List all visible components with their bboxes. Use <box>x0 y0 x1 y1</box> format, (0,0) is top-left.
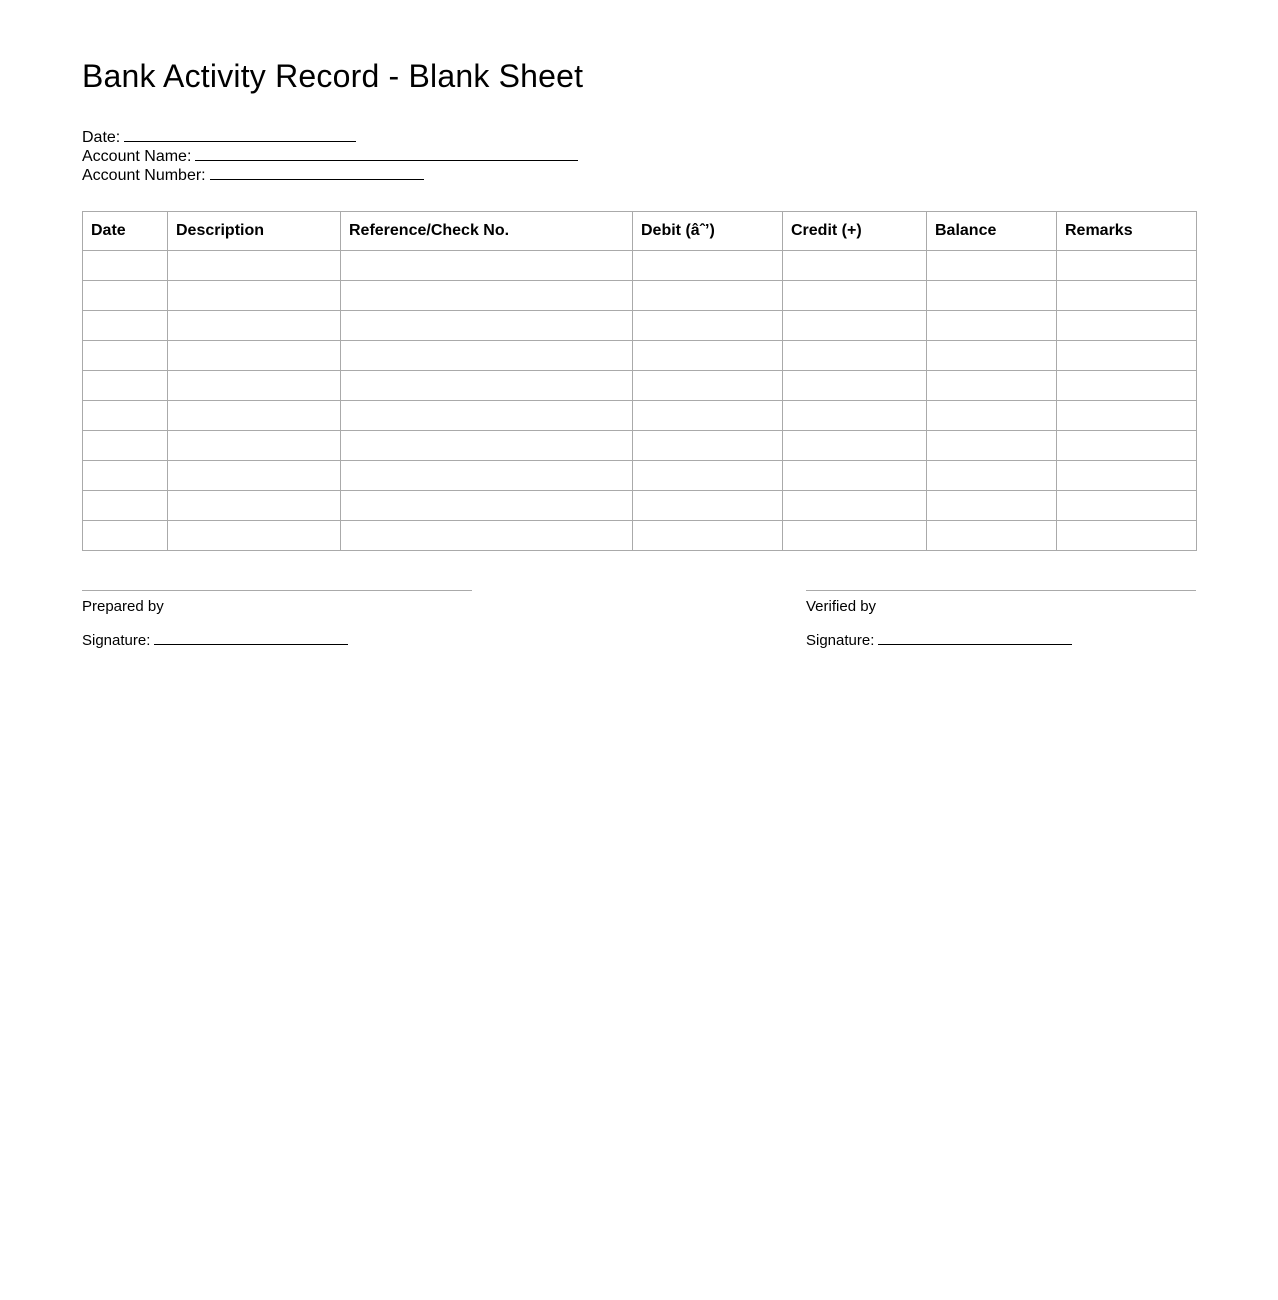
table-cell[interactable] <box>633 281 783 311</box>
table-cell[interactable] <box>927 281 1057 311</box>
table-cell[interactable] <box>1057 311 1197 341</box>
verified-by-label: Verified by <box>806 598 877 615</box>
table-cell[interactable] <box>783 341 927 371</box>
account-number-label: Account Number: <box>82 167 206 184</box>
table-cell[interactable] <box>83 371 168 401</box>
verified-by-signature <box>806 632 1196 650</box>
table-cell[interactable] <box>927 491 1057 521</box>
account-number-input-line[interactable] <box>210 166 424 180</box>
table-cell[interactable] <box>1057 371 1197 401</box>
table-row <box>83 311 1197 341</box>
table-cell[interactable] <box>341 461 633 491</box>
table-cell[interactable] <box>83 401 168 431</box>
table-cell[interactable] <box>783 311 927 341</box>
table-row <box>83 341 1197 371</box>
table-cell[interactable] <box>927 401 1057 431</box>
table-cell[interactable] <box>633 431 783 461</box>
column-header-description: Description <box>168 212 341 251</box>
table-cell[interactable] <box>927 521 1057 551</box>
prepared-by-signature <box>82 632 472 650</box>
table-cell[interactable] <box>83 281 168 311</box>
prepared-by-signature-line[interactable] <box>154 632 348 645</box>
table-cell[interactable] <box>927 371 1057 401</box>
table-cell[interactable] <box>341 371 633 401</box>
signature-label: Signature: <box>806 632 875 649</box>
table-cell[interactable] <box>783 281 927 311</box>
table-row <box>83 431 1197 461</box>
table-cell[interactable] <box>633 521 783 551</box>
table-row <box>83 401 1197 431</box>
table-cell[interactable] <box>1057 251 1197 281</box>
table-cell[interactable] <box>633 341 783 371</box>
table-row <box>83 461 1197 491</box>
table-body <box>83 251 1197 551</box>
table-row <box>83 251 1197 281</box>
table-cell[interactable] <box>1057 401 1197 431</box>
table-cell[interactable] <box>783 401 927 431</box>
table-cell[interactable] <box>168 371 341 401</box>
table-cell[interactable] <box>633 251 783 281</box>
table-cell[interactable] <box>168 251 341 281</box>
account-number-field <box>82 166 578 185</box>
table-cell[interactable] <box>83 251 168 281</box>
signature-label: Signature: <box>82 632 151 649</box>
table-cell[interactable] <box>633 401 783 431</box>
table-cell[interactable] <box>168 281 341 311</box>
table-row <box>83 521 1197 551</box>
account-name-label: Account Name: <box>82 148 192 165</box>
table-cell[interactable] <box>341 521 633 551</box>
table-cell[interactable] <box>168 401 341 431</box>
account-name-input-line[interactable] <box>195 147 578 161</box>
table-cell[interactable] <box>1057 281 1197 311</box>
table-row <box>83 371 1197 401</box>
prepared-by-label: Prepared by <box>82 598 164 615</box>
table-header-row <box>83 212 1197 251</box>
activity-table <box>82 211 1197 551</box>
date-field <box>82 128 578 147</box>
table-cell[interactable] <box>83 431 168 461</box>
table-cell[interactable] <box>633 371 783 401</box>
table-cell[interactable] <box>1057 431 1197 461</box>
table-cell[interactable] <box>83 521 168 551</box>
table-cell[interactable] <box>168 431 341 461</box>
table-cell[interactable] <box>168 311 341 341</box>
column-header-remarks: Remarks <box>1057 212 1197 251</box>
table-cell[interactable] <box>83 491 168 521</box>
table-cell[interactable] <box>341 281 633 311</box>
table-cell[interactable] <box>168 461 341 491</box>
date-input-line[interactable] <box>124 128 356 142</box>
verified-by-signature-line[interactable] <box>878 632 1072 645</box>
table-cell[interactable] <box>783 431 927 461</box>
table-cell[interactable] <box>633 461 783 491</box>
account-name-field <box>82 147 578 166</box>
table-cell[interactable] <box>83 461 168 491</box>
table-cell[interactable] <box>1057 341 1197 371</box>
table-cell[interactable] <box>783 251 927 281</box>
table-cell[interactable] <box>1057 461 1197 491</box>
prepared-by-rule <box>82 590 472 591</box>
table-cell[interactable] <box>633 311 783 341</box>
table-cell[interactable] <box>783 371 927 401</box>
table-cell[interactable] <box>783 461 927 491</box>
table-row <box>83 491 1197 521</box>
table-cell[interactable] <box>341 251 633 281</box>
table-cell[interactable] <box>927 461 1057 491</box>
table-cell[interactable] <box>927 431 1057 461</box>
prepared-by-block <box>82 590 472 650</box>
table-row <box>83 281 1197 311</box>
column-header-date: Date <box>83 212 168 251</box>
column-header-reference: Reference/Check No. <box>341 212 633 251</box>
table-cell[interactable] <box>927 341 1057 371</box>
table-cell[interactable] <box>1057 491 1197 521</box>
table-cell[interactable] <box>83 341 168 371</box>
table-cell[interactable] <box>168 491 341 521</box>
date-label: Date: <box>82 129 121 146</box>
header-fields <box>82 128 578 185</box>
table-cell[interactable] <box>927 311 1057 341</box>
table-cell[interactable] <box>341 401 633 431</box>
page-title: Bank Activity Record - Blank Sheet <box>82 58 584 94</box>
table-cell[interactable] <box>783 521 927 551</box>
table-cell[interactable] <box>168 341 341 371</box>
table-cell[interactable] <box>168 521 341 551</box>
table-cell[interactable] <box>341 311 633 341</box>
verified-by-block <box>806 590 1196 650</box>
column-header-balance: Balance <box>927 212 1057 251</box>
table-cell[interactable] <box>341 431 633 461</box>
column-header-debit: Debit (âˆ’) <box>633 212 783 251</box>
verified-by-rule <box>806 590 1196 591</box>
table-cell[interactable] <box>783 491 927 521</box>
table-cell[interactable] <box>1057 521 1197 551</box>
table-cell[interactable] <box>83 311 168 341</box>
table-cell[interactable] <box>633 491 783 521</box>
table-cell[interactable] <box>341 341 633 371</box>
table-cell[interactable] <box>341 491 633 521</box>
table-cell[interactable] <box>927 251 1057 281</box>
column-header-credit: Credit (+) <box>783 212 927 251</box>
